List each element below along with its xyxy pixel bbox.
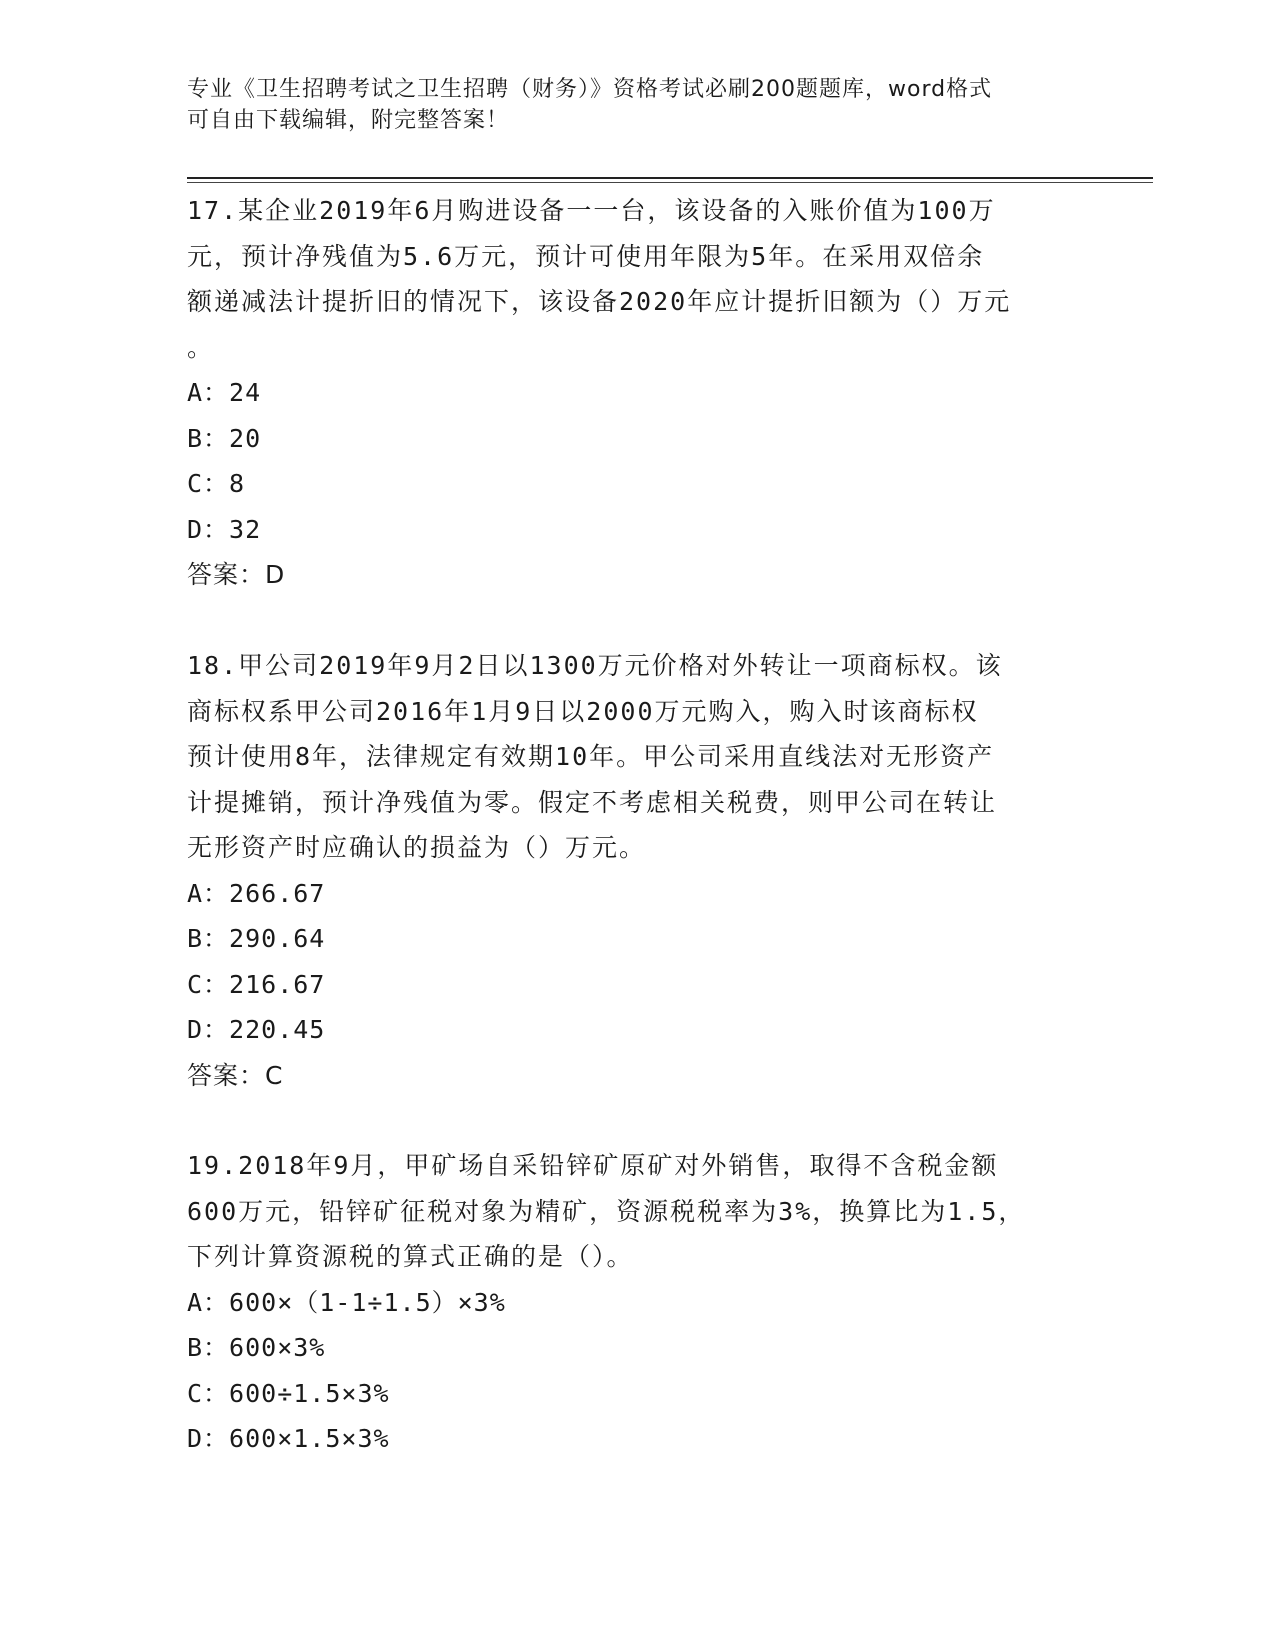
question-stem-line: 商标权系甲公司2016年1月9日以2000万元购入，购入时该商标权: [187, 696, 979, 726]
option-b: B：20: [187, 423, 262, 453]
answer-line: 答案：D: [187, 560, 286, 589]
option-d: D：220.45: [187, 1015, 326, 1044]
question-stem-line: 元，预计净残值为5.6万元，预计可使用年限为5年。在采用双倍余: [187, 241, 985, 271]
answer-line: 答案：C: [187, 1060, 284, 1090]
question-stem-line: 下列计算资源税的算式正确的是（）。: [187, 1242, 634, 1271]
option-d: D：32: [187, 514, 262, 544]
option-c: C：8: [187, 469, 246, 498]
option-a: A：600×（1-1÷1.5）×3%: [187, 1287, 506, 1317]
option-a: A：266.67: [187, 878, 326, 908]
question-stem-line: 17.某企业2019年6月购进设备一一台，该设备的入账价值为100万: [187, 196, 996, 225]
question-stem-line: 18.甲公司2019年9月2日以1300万元价格对外转让一项商标权。该: [187, 651, 1003, 680]
option-c: C：600÷1.5×3%: [187, 1378, 390, 1408]
header-divider-thin: [187, 182, 1153, 183]
question-18: [187, 643, 1067, 1098]
question-19: [187, 1143, 1067, 1462]
question-17: [187, 188, 1067, 598]
question-stem-line: 计提摊销，预计净残值为零。假定不考虑相关税费，则甲公司在转让: [187, 787, 998, 817]
question-stem-line: 19.2018年9月，甲矿场自采铅锌矿原矿对外销售，取得不含税金额: [187, 1151, 999, 1180]
option-c: C：216.67: [187, 969, 326, 999]
header-line-2: 可自由下载编辑，附完整答案！: [187, 108, 510, 133]
question-stem-line: 预计使用8年，法律规定有效期10年。甲公司采用直线法对无形资产: [187, 742, 995, 771]
option-d: D：600×1.5×3%: [187, 1424, 390, 1453]
option-a: A：24: [187, 378, 262, 407]
option-b: B：290.64: [187, 924, 326, 953]
document-header: [187, 74, 1067, 136]
header-divider-thick: [187, 177, 1153, 179]
question-stem-line: 额递减法计提折旧的情况下，该设备2020年应计提折旧额为（）万元: [187, 287, 1012, 316]
question-stem-line: 。: [187, 332, 215, 362]
option-b: B：600×3%: [187, 1333, 326, 1362]
header-line-1: 专业《卫生招聘考试之卫生招聘（财务）》资格考试必刷200题题库，word格式: [187, 77, 993, 102]
question-stem-line: 600万元，铅锌矿征税对象为精矿，资源税税率为3%，换算比为1.5，: [187, 1196, 1026, 1226]
question-stem-line: 无形资产时应确认的损益为（）万元。: [187, 833, 647, 862]
